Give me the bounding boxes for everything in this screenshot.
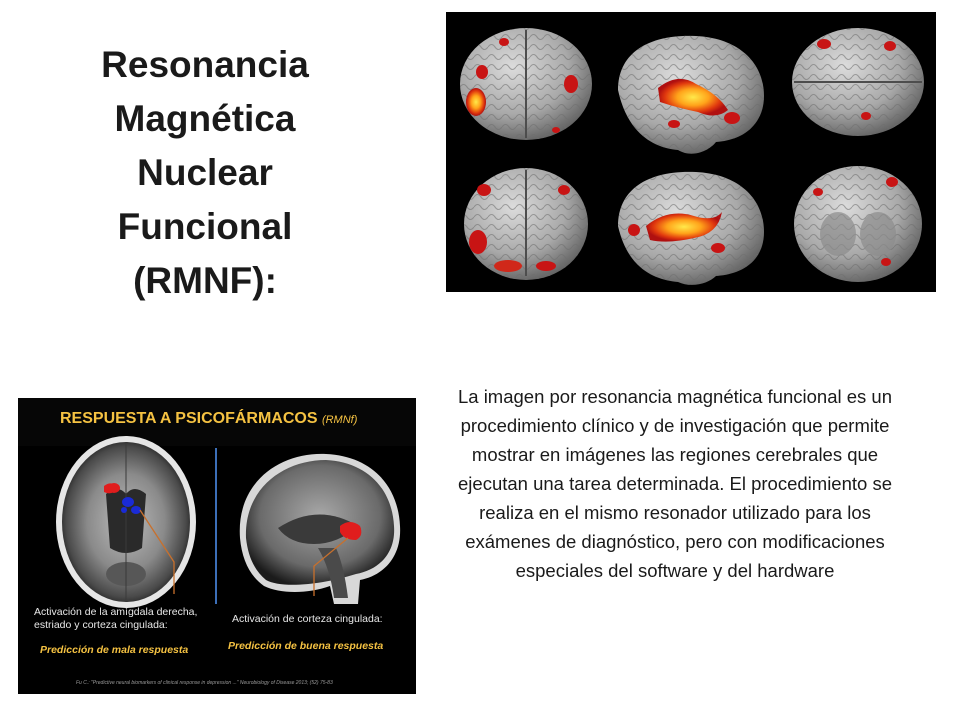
title-line: Nuclear xyxy=(137,152,273,193)
left-result: Predicción de mala respuesta xyxy=(40,644,189,656)
title-line: (RMNF): xyxy=(133,260,277,301)
brain-view-1 xyxy=(460,28,592,140)
title-line: Resonancia xyxy=(101,44,309,85)
citation: Fu C.: "Predictive neural biomarkers of clinical response in depression ..." Neurobiology of Disease 2013; (52) 75-83 xyxy=(76,680,333,686)
brain-view-5 xyxy=(618,172,764,285)
brain-activation-image xyxy=(446,12,936,292)
figure-title-suffix: (RMNf) xyxy=(321,414,358,426)
sagittal-scan xyxy=(240,454,400,604)
title-line: Funcional xyxy=(117,206,293,247)
psychopharm-figure xyxy=(18,398,416,694)
axial-scan xyxy=(56,436,196,608)
figure-title-text: RESPUESTA A PSICOFÁRMACOS xyxy=(60,410,318,427)
left-caption: Activación de la amígdala derecha, estriado y corteza cingulada: xyxy=(34,606,198,631)
brain-view-4 xyxy=(464,168,588,280)
brain-view-6 xyxy=(794,166,922,282)
brain-view-2 xyxy=(618,36,764,154)
description-text: La imagen por resonancia magnética funcional es un procedimiento clínico y de investigación que permite mostrar en imágenes las regiones cerebrales que ejecutan una tarea determinada. El procedimiento se realiza en el mismo resonador utilizado para los exámenes de diagnóstico, pero con modificaciones especiales del software y del hardware xyxy=(457,386,892,581)
title-line: Magnética xyxy=(114,98,296,139)
brain-view-3 xyxy=(792,28,924,136)
slide-title xyxy=(70,38,340,308)
right-result: Predicción de buena respuesta xyxy=(228,640,384,652)
right-caption: Activación de corteza cingulada: xyxy=(232,613,383,625)
